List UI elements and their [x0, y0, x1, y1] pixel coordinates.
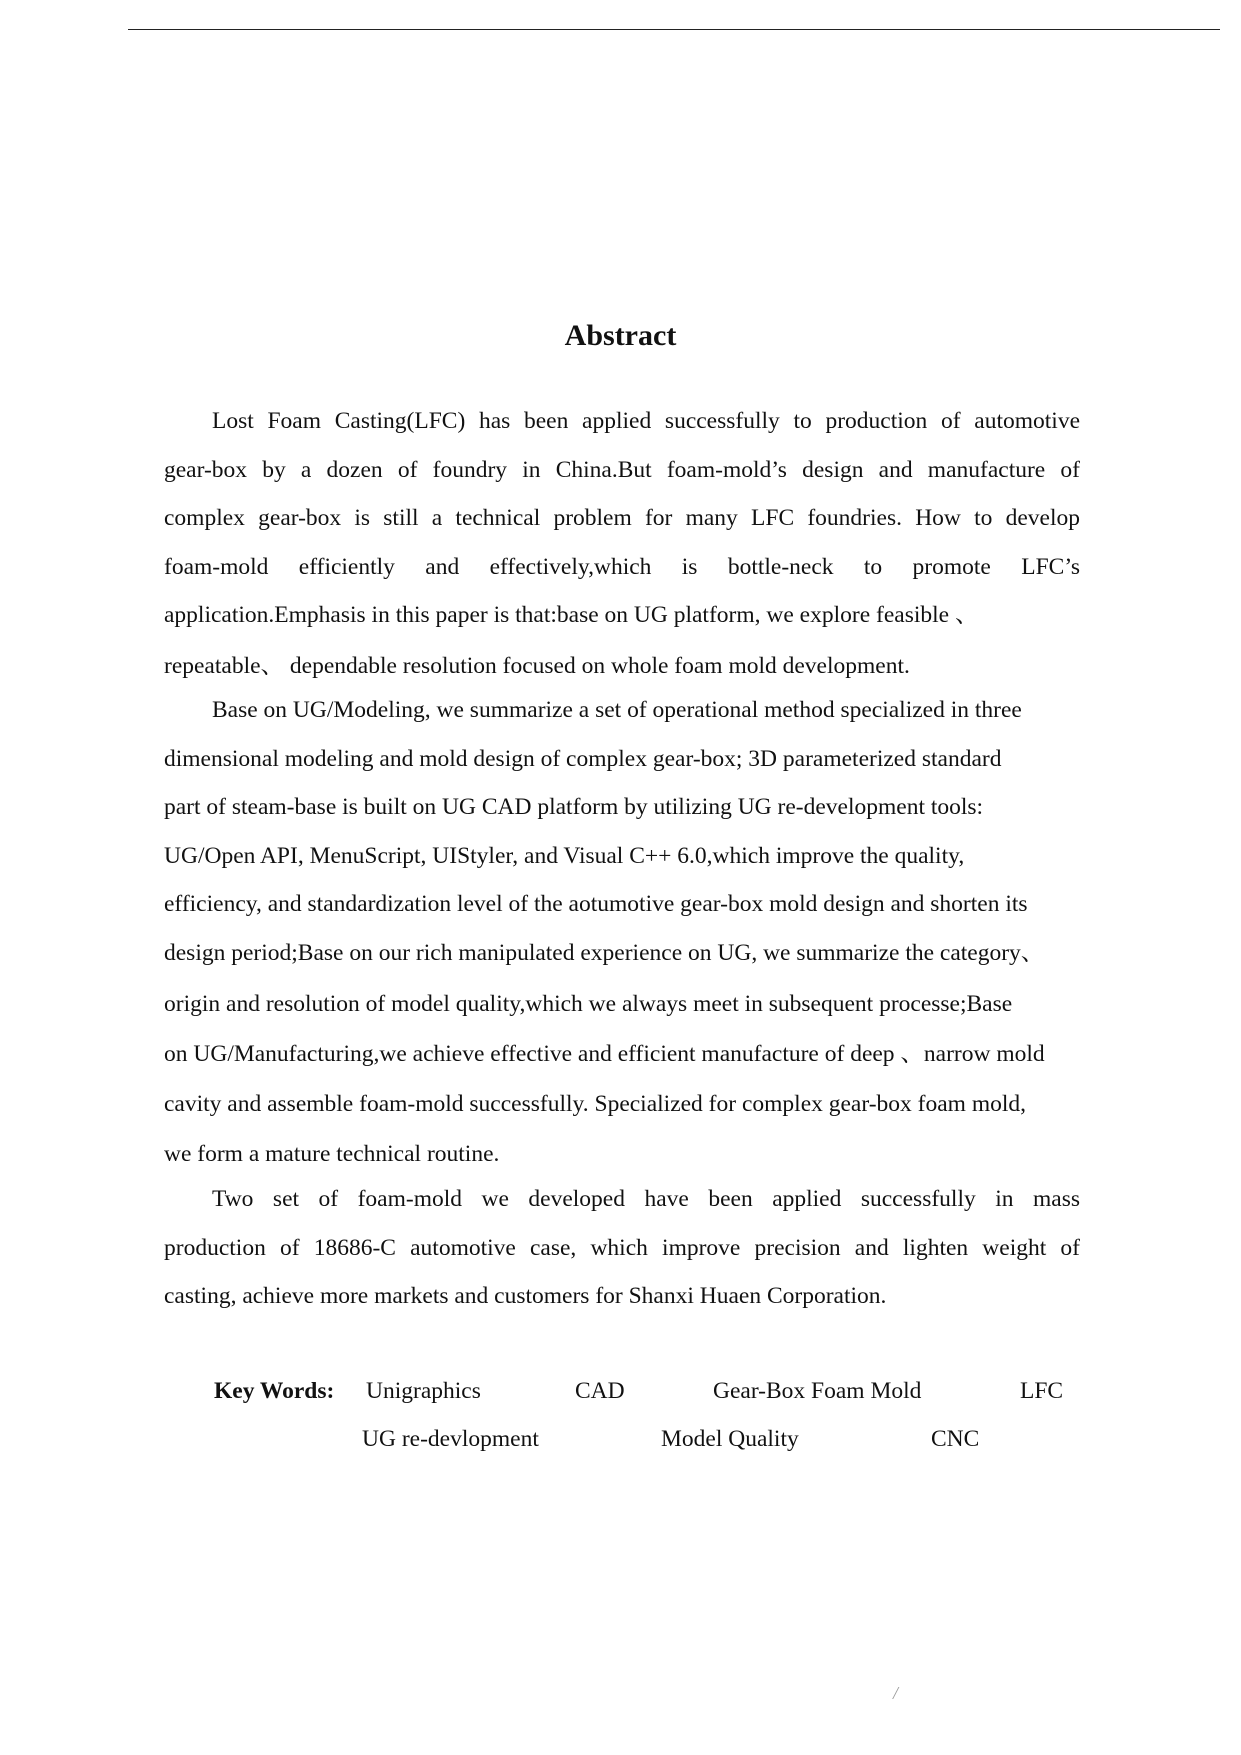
paragraph-line: cavity and assemble foam-mold successfully. Specialized for complex gear-box foam mold,	[164, 1091, 1027, 1118]
keyword: LFC	[1020, 1378, 1064, 1404]
keyword: Unigraphics	[366, 1378, 481, 1404]
keywords-label: Key Words:	[214, 1378, 335, 1404]
page-mark: /	[893, 1683, 899, 1703]
paragraph-line: on UG/Manufacturing,we achieve effective and efficient manufacture of deep 、narrow mold	[164, 1040, 1045, 1067]
paragraph-line: origin and resolution of model quality,which we always meet in subsequent processe;Base	[164, 990, 1013, 1017]
paragraph-line: repeatable、 dependable resolution focused on whole foam mold development.	[164, 652, 910, 679]
paragraph-line: we form a mature technical routine.	[164, 1141, 500, 1168]
paragraph-line: gear-box by a dozen of foundry in China.But foam-mold’s design and manufacture of	[164, 456, 1080, 483]
paragraph-line: efficiency, and standardization level of the aotumotive gear-box mold design and shorten its	[164, 891, 1028, 918]
paragraph-line: application.Emphasis in this paper is that:base on UG platform, we explore feasible 、	[164, 602, 979, 629]
paragraph-line: complex gear-box is still a technical problem for many LFC foundries. How to develop	[164, 505, 1080, 532]
paragraph-line: foam-mold efficiently and effectively,which is bottle-neck to promote LFC’s	[164, 553, 1080, 580]
page-title: Abstract	[564, 319, 677, 352]
paragraph-line: dimensional modeling and mold design of complex gear-box; 3D parameterized standard	[164, 745, 1002, 772]
keyword: UG re-devlopment	[362, 1426, 539, 1452]
keyword: Model Quality	[661, 1426, 799, 1452]
abstract-paragraph-2	[164, 686, 1080, 1179]
keyword: CNC	[931, 1426, 980, 1452]
header-rule	[128, 29, 1220, 30]
paragraph-line: Lost Foam Casting(LFC) has been applied successfully to production of automotive	[212, 408, 1080, 434]
paragraph-line: Base on UG/Modeling, we summarize a set of operational method specialized in three	[212, 697, 1022, 723]
paragraph-line: Two set of foam-mold we developed have been applied successfully in mass	[212, 1186, 1080, 1212]
paragraph-line: production of 18686-C automotive case, which improve precision and lighten weight of	[164, 1234, 1080, 1261]
paragraph-line: design period;Base on our rich manipulated experience on UG, we summarize the category、	[164, 939, 1045, 966]
abstract-paragraph-1	[164, 397, 1080, 692]
abstract-paragraph-3	[164, 1175, 1080, 1321]
keyword: Gear-Box Foam Mold	[713, 1378, 922, 1404]
paragraph-line: casting, achieve more markets and customers for Shanxi Huaen Corporation.	[164, 1283, 887, 1310]
paragraph-line: UG/Open API, MenuScript, UIStyler, and Visual C++ 6.0,which improve the quality,	[164, 842, 965, 869]
keyword: CAD	[575, 1378, 625, 1404]
paragraph-line: part of steam-base is built on UG CAD platform by utilizing UG re-development tools:	[164, 794, 984, 821]
